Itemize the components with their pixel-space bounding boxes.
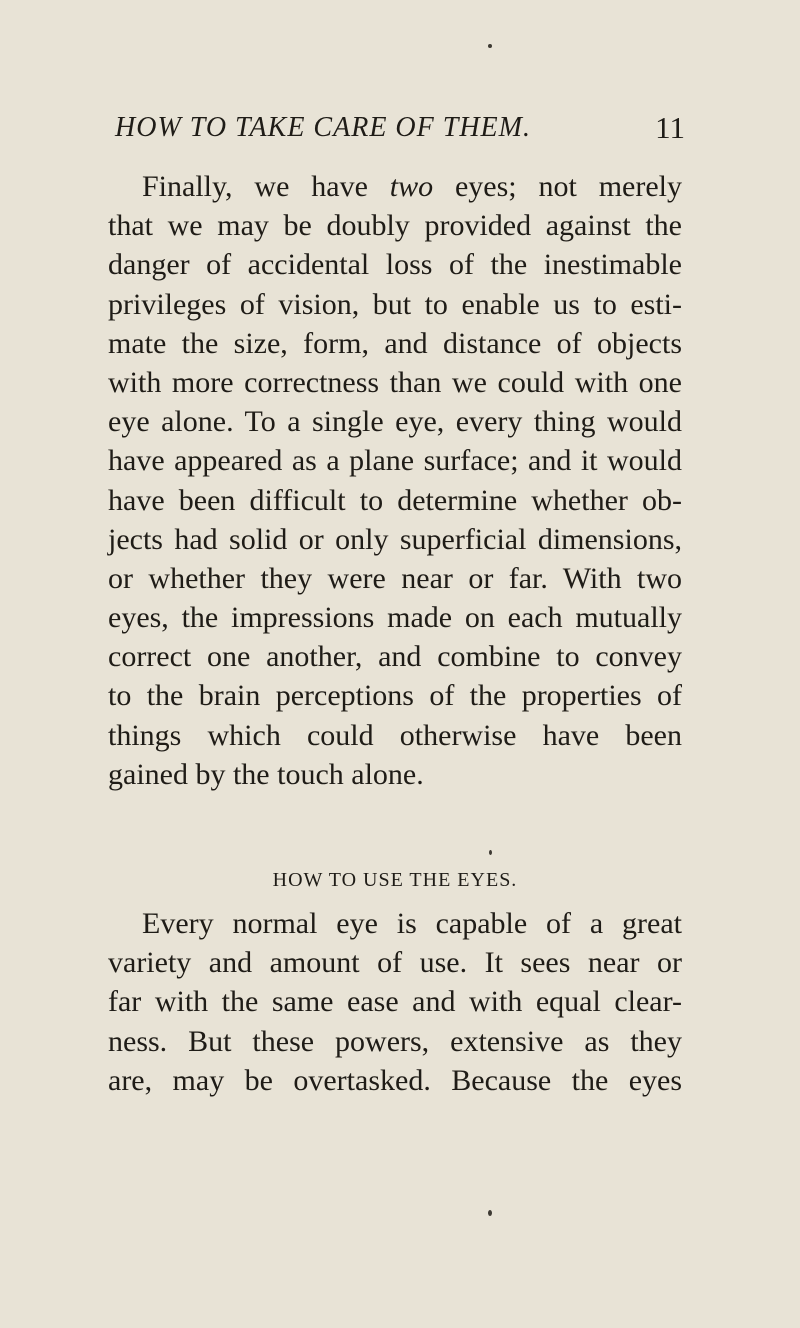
text-line: have appeared as a plane surface; and it would [108,444,682,478]
text-line: eye alone. To a single eye, every thing would [108,405,682,439]
text-line: mate the size, form, and distance of objects [108,326,682,360]
text-line: ness. But these powers, extensive as they [108,1024,682,1058]
text-line: privileges of vision, but to enable us to esti- [108,287,682,321]
paragraph-2 [108,904,682,1100]
print-speck [488,1210,492,1216]
print-speck [488,44,492,48]
page-header [105,112,685,152]
text-line: correct one another, and combine to convey [108,640,682,674]
text-line: eyes, the impressions made on each mutually [108,601,682,635]
text-line: danger of accidental loss of the inestimable [108,248,682,282]
text-run: Finally, we have [142,170,390,203]
text-line: with more correctness than we could with one [108,365,682,399]
text-line: jects had solid or only superficial dimensions, [108,522,682,556]
print-speck [489,850,492,855]
text-line: Every normal eye is capable of a great [142,907,682,940]
page-number: 11 [655,110,685,145]
text-line: gained by the touch alone. [108,757,424,791]
text-line: to the brain perceptions of the properties of [108,679,682,713]
running-head: HOW TO TAKE CARE OF THEM. [115,112,531,143]
text-line: far with the same ease and with equal clear- [108,985,682,1019]
text-line: things which could otherwise have been [108,718,682,752]
text-line: have been difficult to determine whether ob- [108,483,682,517]
text-line [108,167,682,206]
text-line: variety and amount of use. It sees near or [108,946,682,980]
emphasis-text: two [389,170,434,203]
section-heading: HOW TO USE THE EYES. [272,869,518,891]
text-run: eyes; not merely [433,170,682,203]
paragraph-1 [108,167,682,794]
text-line: that we may be doubly provided against the [108,209,682,243]
text-line: are, may be overtasked. Because the eyes [108,1063,682,1097]
text-line: or whether they were near or far. With two [108,561,682,595]
